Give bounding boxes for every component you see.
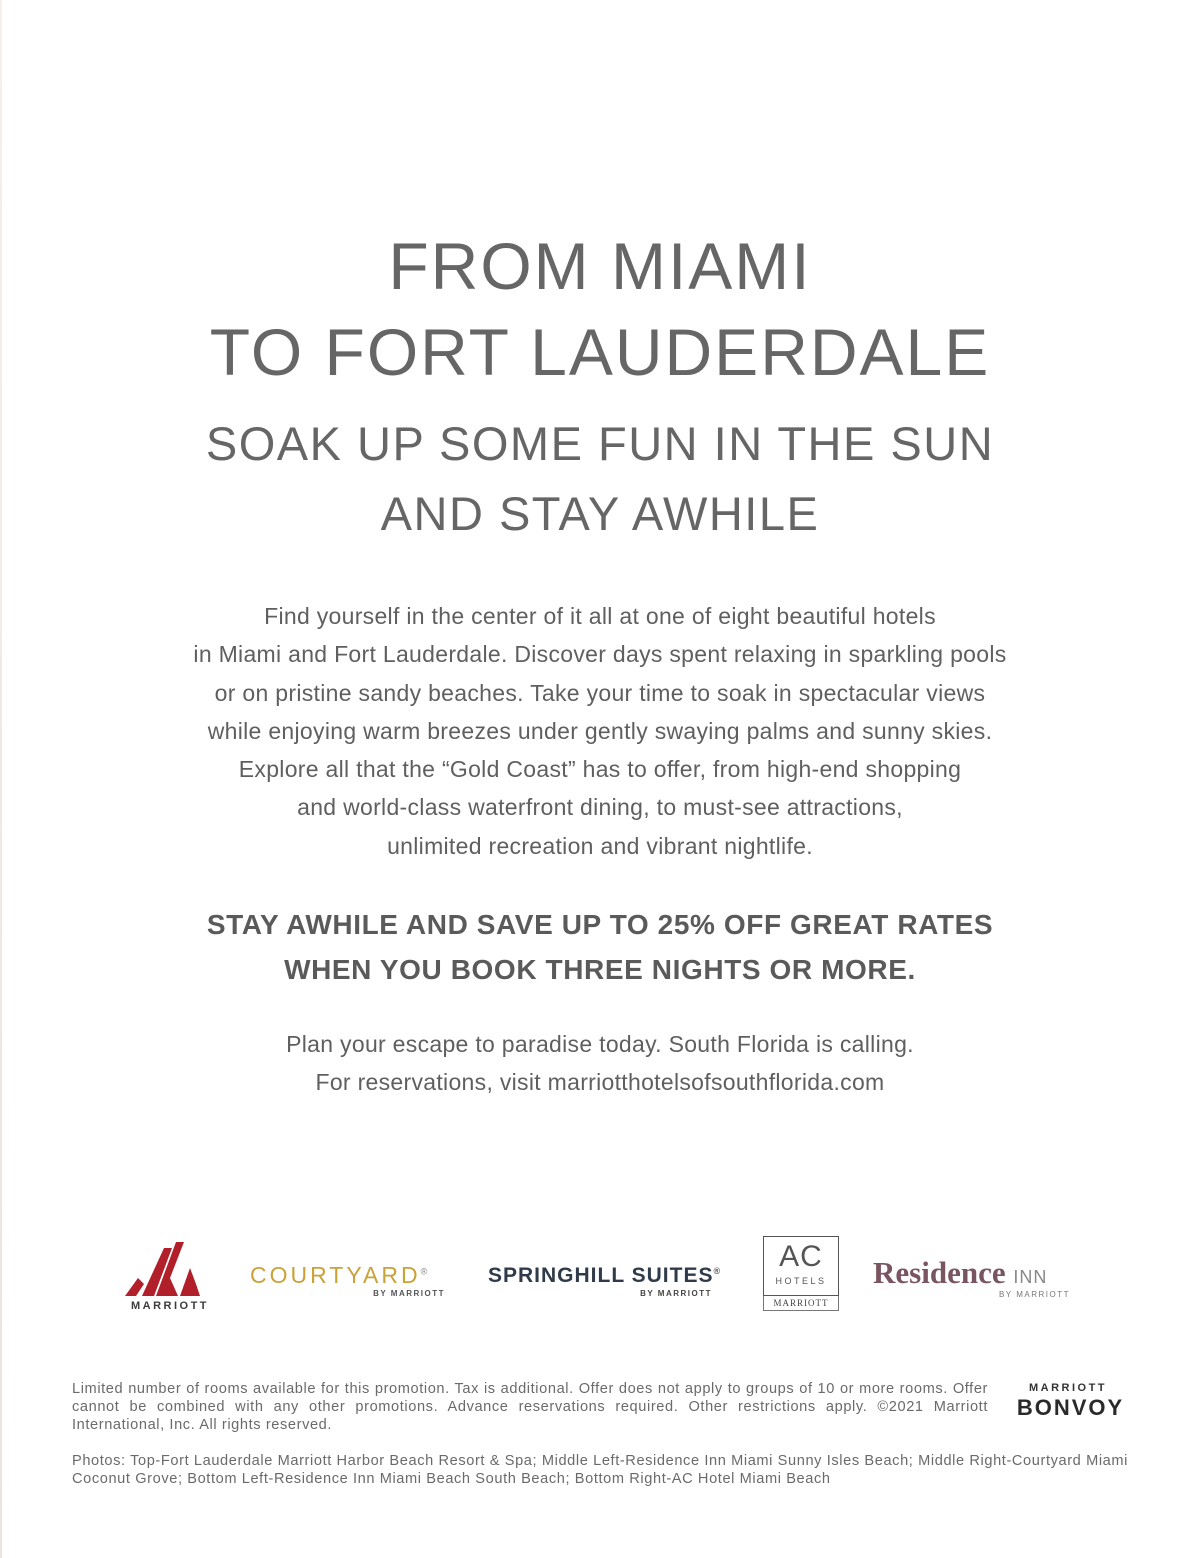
reservation-prefix: For reservations, visit <box>315 1069 548 1095</box>
marriott-logo <box>120 1238 220 1318</box>
offer-line-1: STAY AWHILE AND SAVE UP TO 25% OFF GREAT RATES <box>206 909 994 940</box>
residence-inn-logo <box>873 1255 1078 1301</box>
reservation-info <box>0 1025 1200 1101</box>
residence-by-marriott: BY MARRIOTT <box>998 1290 1070 1299</box>
springhill-by-marriott: BY MARRIOTT <box>640 1289 712 1298</box>
offer-line-2: WHEN YOU BOOK THREE NIGHTS OR MORE. <box>284 954 916 985</box>
reservation-line <box>0 1063 1200 1101</box>
subheadline-line-1: SOAK UP SOME FUN IN THE SUN <box>205 417 995 470</box>
courtyard-registered: ® <box>420 1266 431 1277</box>
ac-hotels-label: HOTELS <box>775 1276 827 1286</box>
marriott-wordmark: MARRIOTT <box>130 1300 210 1312</box>
body-line: Explore all that the “Gold Coast” has to offer, from high-end shopping <box>238 756 962 783</box>
bonvoy-wordmark: BONVOY <box>1016 1395 1125 1420</box>
body-line: in Miami and Fort Lauderdale. Discover days spent relaxing in sparkling pools <box>193 641 1007 668</box>
body-line: while enjoying warm breezes under gently swaying palms and sunny skies. <box>207 717 993 744</box>
residence-wordmark <box>873 1255 1078 1291</box>
courtyard-logo <box>250 1262 455 1302</box>
body-line: or on pristine sandy beaches. Take your time to soak in spectacular views <box>214 679 986 706</box>
headline-line-1: FROM MIAMI <box>388 229 812 303</box>
springhill-registered: ® <box>713 1266 722 1276</box>
reservation-link[interactable]: marriotthotelsofsouthflorida.com <box>547 1069 885 1095</box>
offer-callout <box>0 902 1200 992</box>
photo-credits: Photos: Top-Fort Lauderdale Marriott Harbor Beach Resort & Spa; Middle Left-Residence Inn Miami Sunny Isles Beach; Middle Right-Courtyard Miami Coconut Grove; Bottom Left-Residence Inn Miami Beach South Beach; Bottom Right-AC Hotel Miami Beach <box>72 1453 1128 1487</box>
springhill-wordmark <box>488 1264 728 1288</box>
marriott-m-icon <box>120 1238 220 1298</box>
courtyard-wordmark <box>250 1262 455 1289</box>
residence-inn-label: INN <box>1013 1267 1048 1287</box>
courtyard-name: COURTYARD <box>250 1262 421 1288</box>
springhill-name: SPRINGHILL SUITES <box>488 1264 714 1287</box>
fine-print: Limited number of rooms available for this promotion. Tax is additional. Offer does not apply to groups of 10 or more rooms. Offer cannot be combined with any other promotions. Advance reservations required. Other restrictions apply. ©2021 Marriott International, Inc. All rights reserved. <box>72 1381 988 1433</box>
plan-line: Plan your escape to paradise today. South Florida is calling. <box>286 1031 914 1057</box>
body-line: and world-class waterfront dining, to must-see attractions, <box>297 794 903 821</box>
body-line: unlimited recreation and vibrant nightlife. <box>387 832 813 859</box>
body-paragraph <box>0 597 1200 865</box>
bonvoy-marriott-label: MARRIOTT <box>1028 1382 1108 1394</box>
headline-line-2: TO FORT LAUDERDALE <box>209 315 991 389</box>
residence-name: Residence <box>873 1255 1006 1290</box>
body-line: Find yourself in the center of it all at one of eight beautiful hotels <box>264 603 936 629</box>
ac-wordmark: AC <box>779 1240 823 1273</box>
ac-marriott-label: MARRIOTT <box>763 1296 839 1311</box>
springhill-suites-logo <box>488 1264 728 1304</box>
courtyard-by-marriott: BY MARRIOTT <box>373 1289 445 1298</box>
subheadline-line-2: AND STAY AWHILE <box>380 487 820 540</box>
ac-hotels-logo <box>763 1236 839 1312</box>
marriott-bonvoy-logo <box>1008 1380 1133 1422</box>
